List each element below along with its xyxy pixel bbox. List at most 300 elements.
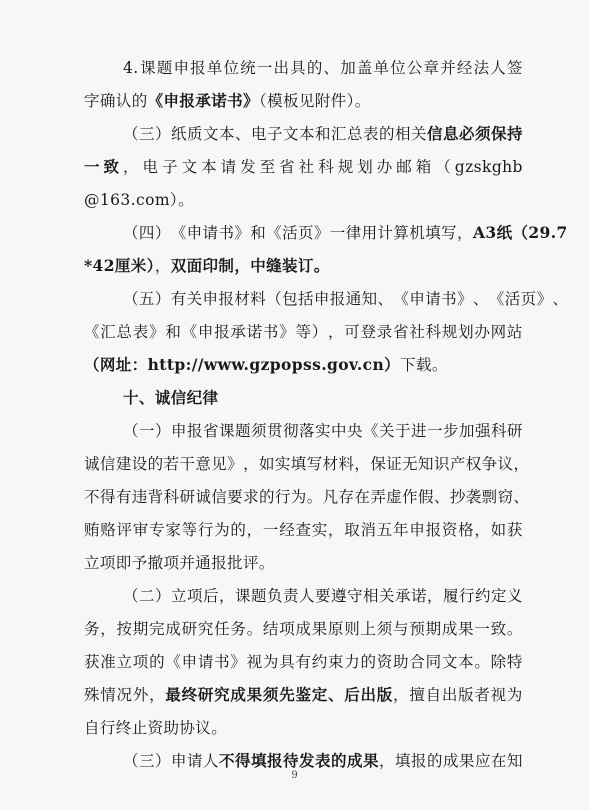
text-glyph: 本 [458, 653, 475, 671]
text-glyph: 干 [179, 455, 196, 473]
text-glyph: （ [123, 422, 139, 440]
text-glyph: 若 [163, 455, 180, 473]
text-glyph: 者 [474, 686, 491, 704]
text-glyph: 视 [246, 653, 263, 671]
text-glyph: 终 [181, 685, 198, 704]
text-glyph: 《 [266, 224, 283, 242]
text-glyph: 成 [441, 620, 458, 638]
text-glyph: 情 [100, 686, 117, 704]
text-glyph: 和 [250, 224, 267, 242]
text-glyph: 三 [139, 752, 155, 770]
text-glyph: 登 [360, 323, 377, 341]
text-glyph: 科 [163, 488, 180, 506]
text-glyph: 省 [203, 422, 219, 440]
text-glyph: 结 [262, 620, 279, 638]
text-glyph: 义 [507, 587, 523, 605]
text-glyph: 书 [218, 224, 235, 242]
text-glyph: 任 [214, 620, 231, 638]
text-segment: 下载。 [400, 356, 448, 374]
text-glyph: 致 [490, 620, 507, 638]
text-glyph: 视 [490, 686, 507, 704]
text-glyph: 》 [536, 290, 553, 308]
text-glyph: 项 [187, 587, 203, 605]
text-glyph: 准 [100, 653, 117, 671]
text-glyph: 本 [299, 125, 315, 143]
text-segment: 字确认的 [84, 92, 148, 110]
text-glyph: 申 [173, 59, 190, 77]
text-glyph: 写 [441, 224, 458, 242]
text-glyph: 研 [507, 422, 523, 440]
text-glyph: 录 [376, 323, 393, 341]
text-glyph: 题 [156, 59, 173, 77]
text-glyph: 审 [132, 521, 149, 539]
text-glyph: 加 [340, 59, 357, 77]
text-glyph: 建 [115, 455, 132, 473]
text-glyph: 本 [219, 125, 235, 143]
text-glyph: 、 [472, 290, 489, 308]
text-glyph: 》 [227, 455, 244, 473]
text-glyph: 资 [441, 521, 458, 539]
text-line [123, 421, 523, 441]
text-glyph: 29.7 [528, 223, 568, 242]
text-glyph: 贯 [267, 422, 283, 440]
text-glyph: 纸 [496, 223, 513, 242]
text-glyph: 知 [418, 455, 434, 473]
text-glyph: 进 [411, 422, 427, 440]
text-glyph: 研 [181, 620, 198, 638]
text-glyph: 特 [506, 653, 523, 671]
text-glyph: 电 [142, 158, 159, 176]
text-glyph: 料 [250, 290, 267, 308]
text-glyph: 要 [315, 587, 331, 605]
text-glyph: 汇 [100, 323, 117, 341]
text-glyph: 申 [313, 290, 330, 308]
text-glyph: 存 [338, 488, 355, 506]
text-glyph: 申 [409, 521, 426, 539]
text-glyph: 报 [329, 290, 346, 308]
page-number: 9 [291, 770, 298, 781]
text-glyph: 表 [132, 323, 149, 341]
text-glyph: 定 [491, 587, 507, 605]
text-glyph: 负 [267, 587, 283, 605]
text-glyph: 权 [465, 455, 482, 473]
text-glyph: 成 [295, 620, 312, 638]
text-glyph: 贿 [84, 521, 100, 539]
text-glyph: 并 [440, 59, 457, 77]
text-glyph: 出 [360, 685, 377, 704]
text-glyph: 一 [84, 157, 100, 176]
text-glyph: 表 [315, 751, 331, 770]
text-glyph: 获 [506, 521, 523, 539]
text-glyph: 得 [235, 751, 251, 770]
text-glyph: ， [327, 521, 344, 539]
text-glyph: 立 [116, 653, 133, 671]
text-glyph: 按 [116, 620, 133, 638]
text-glyph: 划 [458, 323, 475, 341]
text-glyph: 关 [379, 587, 395, 605]
text-glyph: 剽 [481, 488, 498, 506]
text-glyph: 争 [481, 455, 498, 473]
text-glyph: ） [155, 587, 171, 605]
text-line [123, 124, 523, 144]
text-glyph: 为 [262, 653, 279, 671]
text-glyph: 报 [218, 290, 235, 308]
text-glyph: 相 [363, 587, 379, 605]
text-glyph: 文 [203, 125, 219, 143]
text-glyph: 违 [131, 488, 148, 506]
text-glyph: 评 [116, 521, 133, 539]
text-glyph: 申 [197, 323, 214, 341]
text-glyph: 项 [279, 620, 296, 638]
text-glyph: 人 [203, 752, 219, 770]
text-glyph: 填 [395, 752, 411, 770]
text-glyph: 社 [409, 323, 426, 341]
text-glyph: 报 [411, 752, 427, 770]
text-glyph: 成 [230, 685, 247, 704]
text-segment: （网址：http://www.gzpopss.gov.cn） [84, 355, 401, 374]
text-glyph: 知 [361, 290, 378, 308]
text-glyph: 获 [84, 653, 100, 671]
text-glyph: 申 [202, 290, 219, 308]
text-line [84, 718, 589, 738]
text-glyph: 得 [99, 488, 116, 506]
text-glyph: 子 [162, 158, 178, 176]
text-glyph: 格 [458, 521, 475, 539]
text-glyph: 一 [474, 620, 491, 638]
text-line [84, 322, 523, 342]
text-glyph: 报 [267, 751, 283, 770]
text-glyph: 在 [491, 752, 507, 770]
text-glyph: 信 [99, 455, 116, 473]
text-glyph: ） [154, 224, 171, 242]
text-glyph: 诚 [84, 455, 100, 473]
text-glyph: 一 [262, 521, 279, 539]
text-glyph: 、 [235, 125, 251, 143]
text-glyph: 无 [402, 455, 419, 473]
text-glyph: 》 [149, 323, 165, 341]
text-glyph: 步 [443, 422, 459, 440]
text-line [84, 685, 523, 705]
text-glyph: A3 [472, 223, 497, 242]
text-glyph: 实 [315, 422, 331, 440]
text-glyph: （ [512, 223, 529, 242]
text-glyph: 盖 [356, 59, 373, 77]
text-glyph: 取 [344, 521, 361, 539]
text-glyph: 须 [475, 124, 491, 143]
text-glyph: 袭 [465, 488, 482, 506]
text-glyph: 保 [370, 455, 387, 473]
text-segment: 双面印制，中缝装订。 [170, 256, 330, 275]
text-glyph: 请 [187, 752, 203, 770]
text-glyph: 科 [425, 323, 442, 341]
text-glyph: 等 [181, 521, 198, 539]
text-glyph: 题 [235, 422, 251, 440]
text-glyph: 同 [425, 653, 442, 671]
text-glyph: 统 [240, 59, 257, 77]
text-glyph: 守 [347, 587, 363, 605]
text-glyph: 请 [425, 290, 442, 308]
text-glyph: 材 [322, 455, 339, 473]
text-line [123, 223, 568, 243]
text-glyph: 题 [251, 587, 267, 605]
text-glyph: 束 [327, 653, 344, 671]
text-glyph: 书 [214, 653, 231, 671]
text-glyph: 关 [379, 422, 395, 440]
text-glyph: 等 [295, 323, 312, 341]
text-glyph: 彻 [283, 422, 299, 440]
text-glyph: 的 [331, 751, 347, 770]
text-glyph: 请 [202, 224, 219, 242]
text-glyph: 社 [298, 158, 315, 176]
text-glyph: 成 [347, 751, 363, 770]
text-glyph: ， [123, 158, 139, 176]
text-glyph: 证 [386, 455, 403, 473]
text-glyph: 包 [282, 290, 298, 308]
text-segment: ， [154, 257, 171, 275]
text-line [84, 91, 589, 111]
text-glyph: 经 [456, 59, 473, 77]
text-glyph: 相 [395, 125, 411, 143]
text-glyph: 信 [427, 124, 443, 143]
text-glyph: 外 [132, 686, 149, 704]
text-glyph: 究 [214, 685, 231, 704]
text-glyph: 期 [132, 620, 149, 638]
text-glyph: 公 [406, 59, 423, 77]
text-glyph: ， [474, 521, 491, 539]
text-glyph: 须 [251, 422, 267, 440]
text-glyph: 鉴 [295, 685, 312, 704]
text-glyph: 》 [230, 653, 247, 671]
text-glyph: 》 [279, 323, 296, 341]
text-glyph: 人 [490, 59, 507, 77]
text-glyph: 页 [520, 290, 537, 308]
text-glyph: 责 [283, 587, 299, 605]
text-glyph: 查 [295, 521, 312, 539]
text-glyph: 计 [377, 224, 394, 242]
text-glyph: 赂 [100, 521, 117, 539]
text-segment: @163.com）。 [84, 191, 194, 209]
text-glyph: 单 [206, 59, 223, 77]
text-glyph: 签 [506, 59, 523, 77]
text-glyph: 至 [259, 158, 276, 176]
text-glyph: 申 [409, 290, 426, 308]
text-glyph: 信 [211, 488, 228, 506]
text-glyph: 出 [441, 686, 458, 704]
text-glyph: 、 [513, 488, 530, 506]
text-glyph: 为 [290, 488, 307, 506]
text-glyph: 必 [459, 124, 475, 143]
text-line [84, 520, 523, 540]
text-glyph: 资 [376, 653, 393, 671]
text-glyph: 的 [306, 59, 323, 77]
text-glyph: 意 [195, 455, 212, 473]
text-glyph: 《 [363, 422, 379, 440]
text-glyph: 科 [491, 422, 507, 440]
text-glyph: 活 [282, 224, 298, 242]
text-glyph: 实 [311, 521, 328, 539]
text-glyph: 不 [84, 488, 100, 506]
text-glyph: 位 [223, 59, 240, 77]
text-glyph: 质 [187, 125, 203, 143]
text-glyph: 划 [357, 158, 374, 176]
text-glyph: 算 [393, 224, 410, 242]
text-glyph: 书 [262, 323, 279, 341]
text-line [84, 487, 530, 507]
text-glyph: 凡 [322, 488, 339, 506]
text-line [84, 157, 523, 177]
text-line [123, 388, 589, 408]
text-glyph: 则 [344, 620, 361, 638]
text-glyph: ） [155, 125, 171, 143]
text-glyph: 汇 [331, 125, 347, 143]
text-glyph: 具 [279, 653, 296, 671]
text-glyph: ， [100, 620, 117, 638]
text-glyph: 填 [290, 455, 307, 473]
text-glyph: 究 [197, 620, 214, 638]
text-glyph: 家 [165, 521, 182, 539]
text-glyph: 行 [274, 488, 291, 506]
text-line [123, 586, 523, 606]
text-segment: （模板见附件）。 [258, 92, 371, 110]
text-line [84, 553, 589, 573]
text-glyph: 遵 [331, 587, 347, 605]
text-glyph: 申 [181, 653, 198, 671]
text-glyph: 一 [139, 422, 155, 440]
text-glyph: 有 [170, 290, 187, 308]
text-glyph: 箱 [415, 158, 432, 176]
text-glyph: 的 [360, 653, 377, 671]
text-glyph: 的 [230, 521, 247, 539]
text-glyph: 果 [458, 620, 475, 638]
text-glyph: 单 [373, 59, 390, 77]
text-segment: *42厘米） [84, 256, 155, 275]
text-glyph: 有 [295, 653, 312, 671]
text-glyph: 课 [219, 422, 235, 440]
text-line [84, 619, 523, 639]
text-glyph: 填 [251, 751, 267, 770]
text-glyph: 立 [171, 587, 187, 605]
text-glyph: 行 [459, 587, 475, 605]
text-glyph: 文 [441, 653, 458, 671]
text-glyph: 活 [504, 290, 521, 308]
text-glyph: 消 [360, 521, 377, 539]
text-glyph: 一 [256, 59, 273, 77]
text-glyph: 五 [376, 521, 393, 539]
text-glyph: 用 [361, 224, 378, 242]
text-glyph: ， [393, 686, 409, 704]
text-glyph: 不 [219, 751, 235, 770]
text-glyph: 版 [458, 686, 475, 704]
text-line [84, 454, 530, 474]
text-glyph: 议 [497, 455, 514, 473]
text-glyph: 和 [165, 323, 182, 341]
text-glyph: （ [435, 158, 452, 176]
text-glyph: 期 [425, 620, 442, 638]
text-glyph: 为 [506, 686, 523, 704]
text-glyph: 页 [297, 224, 314, 242]
text-glyph: 法 [473, 59, 490, 77]
text-glyph: （ [123, 587, 139, 605]
text-glyph: 研 [179, 488, 196, 506]
text-glyph: 的 [149, 653, 165, 671]
text-glyph: 知 [507, 752, 523, 770]
text-glyph: 强 [475, 422, 491, 440]
text-glyph: 写 [306, 455, 323, 473]
text-glyph: 总 [347, 125, 363, 143]
text-glyph: 果 [459, 752, 475, 770]
text-glyph: 申 [171, 752, 187, 770]
text-glyph: 求 [243, 488, 259, 506]
text-glyph: 4. [123, 59, 139, 77]
text-glyph: 息 [443, 124, 459, 143]
text-glyph: 》 [457, 290, 473, 308]
text-glyph: 《 [393, 290, 410, 308]
text-glyph: 表 [363, 125, 379, 143]
text-glyph: 省 [279, 158, 296, 176]
text-glyph: （ [123, 290, 139, 308]
text-glyph: 经 [279, 521, 296, 539]
text-glyph: ） [155, 752, 171, 770]
text-glyph: 报 [214, 323, 231, 341]
text-glyph: 报 [190, 59, 207, 77]
text-glyph: 发 [240, 158, 257, 176]
text-glyph: ， [243, 455, 259, 473]
text-glyph: 材 [234, 290, 251, 308]
text-glyph: 抄 [449, 488, 466, 506]
text-glyph: 通 [345, 290, 362, 308]
text-glyph: 弄 [370, 488, 387, 506]
text-glyph: 章 [423, 59, 440, 77]
text-glyph: 请 [197, 653, 214, 671]
text-glyph: 须 [376, 620, 393, 638]
text-line [84, 652, 523, 672]
text-glyph: 如 [258, 455, 275, 473]
text-segment: 十、诚信纪律 [123, 388, 219, 407]
text-glyph: （ [266, 290, 283, 308]
text-line [123, 289, 569, 309]
text-glyph: 约 [475, 587, 491, 605]
text-glyph: 报 [187, 422, 203, 440]
text-glyph: 加 [459, 422, 475, 440]
text-glyph: ， [246, 521, 263, 539]
text-glyph: （ [123, 125, 139, 143]
text-glyph: 。 [246, 620, 263, 638]
text-line [84, 190, 589, 210]
text-glyph: 人 [299, 587, 315, 605]
text-glyph: 持 [507, 124, 523, 143]
text-glyph: ， [513, 455, 530, 473]
text-glyph: 《 [488, 290, 505, 308]
text-glyph: 办 [376, 158, 393, 176]
text-glyph: ， [149, 686, 165, 704]
text-glyph: 殊 [84, 686, 100, 704]
text-glyph: 为 [214, 521, 231, 539]
text-glyph: 与 [393, 620, 409, 638]
text-glyph: 二 [139, 587, 155, 605]
text-glyph: 、 [327, 685, 344, 704]
text-glyph: 如 [490, 521, 507, 539]
text-glyph: 五 [138, 290, 155, 308]
text-glyph: 电 [251, 125, 267, 143]
text-glyph: 文 [283, 125, 299, 143]
text-glyph: 、 [323, 59, 340, 77]
text-glyph: 行 [197, 521, 214, 539]
text-line [84, 355, 589, 375]
text-glyph: 须 [262, 685, 279, 704]
text-glyph: 课 [140, 59, 157, 77]
text-glyph: 一 [427, 422, 443, 440]
text-glyph: 先 [279, 685, 296, 704]
